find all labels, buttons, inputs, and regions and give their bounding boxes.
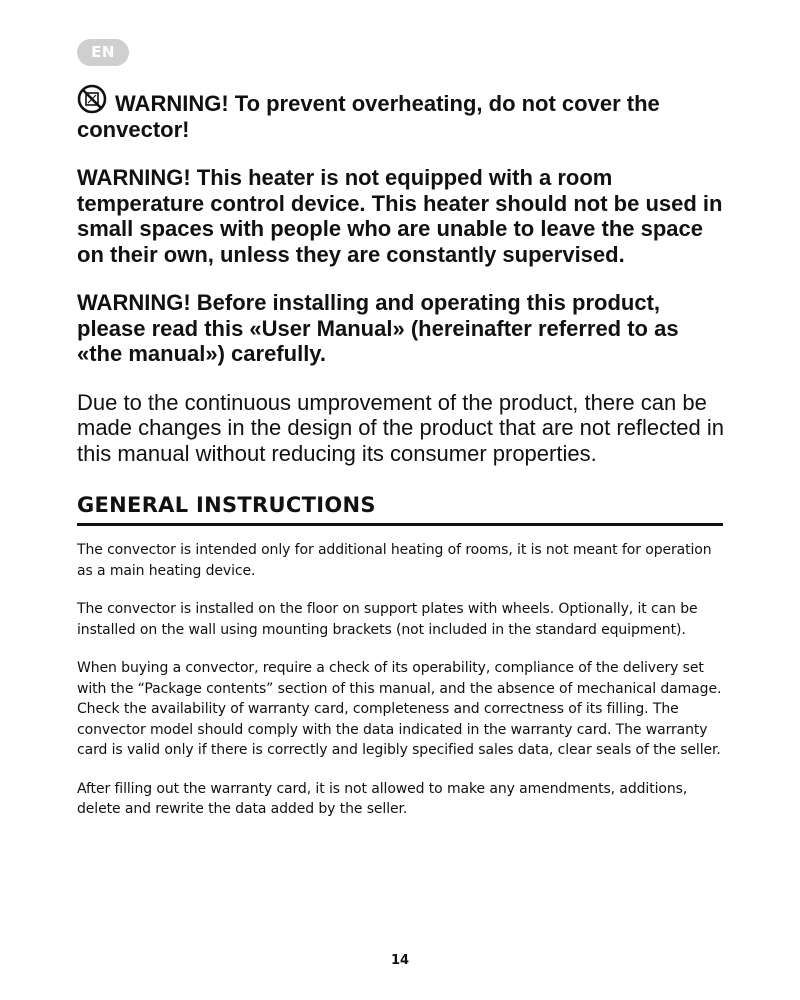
warning-overheating-text: WARNING! To prevent overheating, do not cover the convector! [77,91,660,142]
instruction-paragraph: After filling out the warranty card, it is not allowed to make any amendments, additions, delete and rewrite the data added by the seller. [77,780,688,817]
page-content [77,84,727,820]
warning-read-manual: WARNING! Before installing and operating this product, please read this «User Manual» (hereinafter referred to as «the manual») carefully. [77,290,679,366]
warning-overheating [77,84,727,142]
page-number: 14 [390,953,410,968]
section-title-general-instructions: GENERAL INSTRUCTIONS [77,493,723,526]
instruction-paragraph: When buying a convector, require a check of its operability, compliance of the delivery set with the “Package contents” section of this manual, and the absence of mechanical damage. Check the availability of warranty card, completeness and correctness of its filling. The convector model should comply with the data indicated in the warranty card. The warranty card is valid only if there is correctly and legibly specified sales data, clear seals of the seller. [77,660,722,758]
instruction-paragraph: The convector is installed on the floor on support plates with wheels. Optionally, it can be installed on the wall using mounting brackets (not included in the standard equipment). [77,601,698,638]
do-not-cover-icon [77,84,107,114]
warning-no-thermostat: WARNING! This heater is not equipped with a room temperature control device. This heater should not be used in small spaces with people who are unable to leave the space on their own, unless they are constantly supervised. [77,165,723,267]
design-change-notice: Due to the continuous umprovement of the product, there can be made changes in the design of the product that are not reflected in this manual without reducing its consumer properties. [77,389,724,466]
language-badge: EN [77,39,129,66]
instruction-paragraph: The convector is intended only for additional heating of rooms, it is not meant for operation as a main heating device. [77,542,712,579]
